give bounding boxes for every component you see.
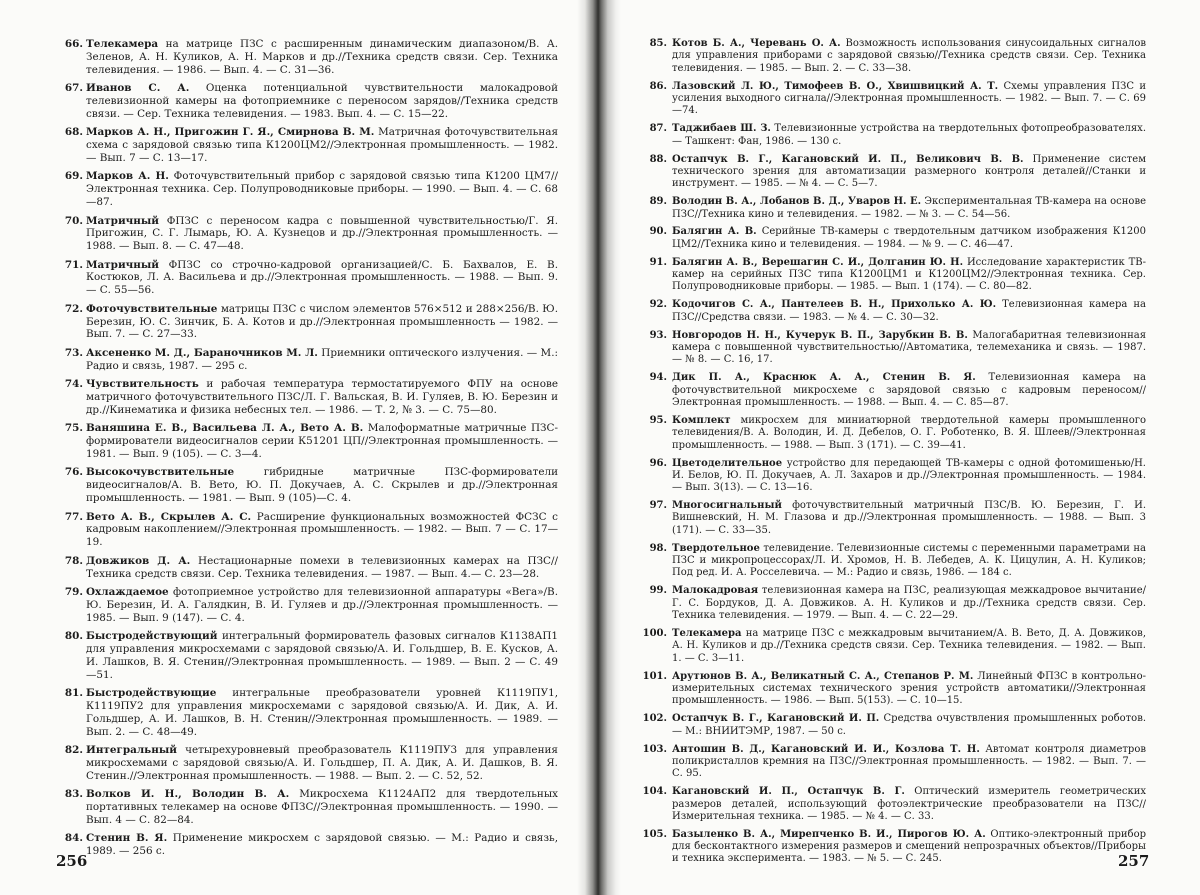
bibliography-entry [634, 38, 1146, 75]
entry-text: Телевизионная камера на ПЗС//Средства связи. — 1983. — № 4. — С. 30—32. [672, 299, 1146, 323]
entry-text: Матричная фоточувствительная схема с зарядовой связью типа К1200ЦМ2//Электронная промышленность. — 1982. — Вып. 7 — С. 13—17. [86, 126, 558, 164]
entry-text: интегральный формирователь фазовых сигналов К1138АП1 для управления микросхемами с зарядовой связью/А. И. Гольдшер, В. Е. Кусков, А. И. Лашков, В. Я. Стенин//Электронная промышленность. — 1989. — Вып. 2 — С. 49—51. [86, 630, 558, 681]
entry-number: 91. [649, 256, 667, 268]
bibliography-entry [634, 330, 1146, 367]
entry-number: 77. [64, 510, 83, 523]
entry-authors: Володин В. А., Лобанов В. Д., Уваров Н. Е. [672, 196, 922, 208]
entry-number: 74. [64, 378, 83, 391]
entry-number: 80. [64, 630, 83, 643]
entry-authors: Остапчук В. Г., Кагановский И. П. [672, 713, 880, 725]
entry-authors: Дик П. А., Краснюк А. А., Стенин В. Я. [672, 372, 976, 384]
entry-text: Расширение функциональных возможностей ФСЗС с кадровым накоплением//Электронная промышленность. — 1982. — Вып. 7 — С. 17—19. [86, 510, 558, 549]
entry-text: Оценка потенциальной чувствительности малокадровой телевизионной камеры на фотоприемнике с переносом зарядов//Техника средств связи. — Сер. Техника телевидения. — 1983. Вып. 4. — С. 15—22. [86, 82, 558, 120]
bibliography-entry [634, 585, 1146, 622]
entry-text: Применение микросхем с зарядовой связью. — М.: Радио и связь, 1989. — 256 с. [86, 832, 558, 858]
book-gutter [577, 0, 621, 895]
entry-number: 92. [649, 299, 667, 311]
bibliography-entry [634, 543, 1146, 580]
entry-number: 70. [64, 214, 83, 227]
entry-text: интегральные преобразователи уровней К1119ПУ1, К1119ПУ2 для управления микросхемами с зарядовой связью/А. И. Дик, А. И. Гольдшер, А. И. Лашков, В. Н. Стенин//Электронная промышленность. — 1989. — Вып. 2. — С. 48—49. [86, 687, 558, 738]
entry-authors: Волков И. Н., Володин В. А. [86, 788, 290, 801]
entry-number: 100. [642, 628, 667, 639]
entry-authors: Быстродействующие [86, 687, 217, 700]
bibliography-entry [634, 713, 1146, 738]
entry-authors: Арутюнов В. А., Великатный С. А., Степанов Р. М. [672, 670, 974, 682]
bibliography-entry [634, 458, 1146, 495]
entry-text: на матрице ПЗС с межкадровым вычитанием/А. В. Вето, Д. А. Довжиков, А. Н. Куликов и др.//Техника средств связи. Сер. Техника телевидения. — 1982. — Вып. 1. — С. 3—11. [672, 628, 1146, 664]
bibliography-entry [52, 630, 558, 681]
entry-text: Применение систем технического зрения для автоматизации размерного контроля деталей//Станки и инструмент. — 1985. — № 4. — С. 5—7. [672, 153, 1146, 190]
entry-text: матрицы ПЗС с числом элементов 576×512 и 288×256/В. Ю. Березин, Ю. С. Зинчик, Б. А. Котов и др.//Электронная промышленность — 1982. — Вып. 7. — С. 27—33. [86, 302, 558, 341]
entry-authors: Твердотельное [672, 542, 760, 554]
bibliography-entry [52, 466, 558, 505]
entry-number: 78. [64, 554, 83, 567]
bibliography-entry [634, 671, 1146, 708]
entry-number: 85. [649, 38, 667, 49]
bibliography-entry [52, 744, 558, 783]
bibliography-entry [52, 259, 558, 298]
entry-text: Телевизионные устройства на твердотельных фотопреобразователях. — Ташкент: Фан, 1986. — 130 с. [672, 123, 1146, 147]
entry-text: Приемники оптического излучения. — М.: Радио и связь, 1987. — 295 с. [86, 346, 558, 372]
entry-authors: Лазовский Л. Ю., Тимофеев В. О., Хвишвицкий А. Т. [672, 80, 999, 92]
entry-number: 81. [64, 687, 83, 700]
entry-text: фотоприемное устройство для телевизионной аппаратуры «Вега»/В. Ю. Березин, И. А. Галядкин, В. И. Гуляев и др.//Электронная промышленность. — 1985. — Вып. 9 (147). — С. 4. [86, 585, 558, 624]
bibliography-entry [634, 299, 1146, 324]
bibliography-entry [634, 196, 1146, 221]
entry-text: устройство для передающей ТВ-камеры с одной фотомишенью/Н. И. Белов, Ю. П. Докучаев, А. Л. Захаров и др.//Электронная промышленность. — 1984. — Вып. 3(13). — С. 13—16. [672, 457, 1146, 494]
entry-text: фоточувствительный матричный ПЗС/В. Ю. Березин, Г. И. Вишневский, Н. М. Глазова и др.//Электронная промышленность. — 1988. — Вып. 3 (171). — С. 33—35. [672, 500, 1146, 536]
right-page [634, 38, 1146, 868]
bibliography-entry [634, 123, 1146, 148]
entry-number: 67. [64, 82, 83, 95]
entry-authors: Телекамера [86, 38, 159, 50]
bibliography-entry [52, 38, 558, 77]
entry-authors: Вето А. В., Скрылев А. С. [86, 510, 252, 523]
entry-number: 102. [642, 713, 667, 725]
entry-text: Схемы управления ПЗС и усиления выходного сигнала//Электронная промышленность. — 1982. — Вып. 7. — С. 69—74. [672, 80, 1146, 117]
bibliography-entry [634, 786, 1146, 823]
entry-authors: Остапчук В. Г., Кагановский И. П., Великович В. В. [672, 153, 1024, 165]
entry-number: 95. [649, 414, 667, 426]
entry-text: Оптико-электронный прибор для бесконтактного измерения размеров и смещений непрозрачных объектов//Приборы и техника эксперимента. — 1983. — № 5. — С. 245. [672, 828, 1146, 865]
entry-authors: Телекамера [672, 628, 742, 639]
entry-authors: Таджибаев Ш. З. [672, 123, 771, 135]
entry-authors: Антошин В. Д., Кагановский И. И., Козлова Т. Н. [672, 743, 980, 755]
entry-number: 71. [64, 258, 83, 271]
entry-number: 73. [64, 346, 83, 359]
entry-number: 93. [649, 329, 667, 341]
entry-text: Исследование характеристик ТВ-камер на серийных ПЗС типа К1200ЦМ1 и К1200ЦМ2//Электронная техника. Сер. Полупроводниковые приборы. — 1985. — Вып. 1 (174). — С. 80—82. [672, 256, 1146, 293]
bibliography-entry [52, 170, 558, 209]
entry-authors: Цветоделительное [672, 457, 783, 469]
entry-number: 76. [64, 466, 83, 479]
bibliography-entry [634, 829, 1146, 866]
entry-authors: Котов Б. А., Черевань О. А. [672, 38, 841, 49]
entry-text: Автомат контроля диаметров поликристаллов кремния на ПЗС//Электронная промышленность. — 1982. — Вып. 7. — С. 95. [672, 743, 1146, 780]
entry-number: 103. [642, 743, 667, 755]
entry-authors: Новгородов Н. Н., Кучерук В. П., Зарубкин В. В. [672, 329, 968, 341]
entry-authors: Довжиков Д. А. [86, 554, 191, 567]
bibliography-entry [52, 788, 558, 827]
entry-text: Малоформатные матричные ПЗС-формирователи видеосигналов серии К51201 ЦП//Электронная промышленность. — 1981. — Вып. 9 (105). — С. 3—4. [86, 422, 558, 460]
entry-authors: Интегральный [86, 744, 177, 756]
entry-authors: Чувствительность [86, 378, 199, 391]
entry-authors: Балягин А. В., Верешагин С. И., Долганин Ю. Н. [672, 256, 964, 268]
entry-number: 90. [649, 226, 667, 238]
entry-authors: Балягин А. В. [672, 226, 757, 238]
entry-number: 101. [642, 670, 667, 682]
left-page-number: 256 [56, 852, 88, 870]
entry-number: 104. [642, 786, 667, 798]
bibliography-entry [52, 511, 558, 550]
entry-authors: Ваняшина Е. В., Васильева Л. А., Вето А. В. [86, 422, 364, 435]
entry-text: Линейный ФПЗС в контрольно-измерительных системах технического зрения устройств автоматики//Электронная промышленность. — 1986. — Вып. 5(153). — С. 10—15. [672, 670, 1146, 707]
entry-authors: Высокочувствительные [86, 466, 235, 479]
bibliography-entry [52, 347, 558, 373]
entry-number: 79. [64, 585, 83, 598]
entry-authors: Иванов С. А. [86, 82, 190, 95]
entry-authors: Кодочигов С. А., Пантелеев В. Н., Прихолько А. Ю. [672, 299, 997, 311]
entry-text: Телевизионная камера на фоточувствительной микросхеме с зарядовой связью с кадровым переносом//Электронная промышленность. — 1988. — Вып. 4. — С. 85—87. [672, 372, 1147, 408]
entry-number: 94. [649, 372, 667, 384]
bibliography-entry [634, 500, 1146, 537]
entry-text: Микросхема К1124АП2 для твердотельных портативных телекамер на основе ФПЗС//Электронная промышленность. — 1990. — Вып. 4 — С. 82—84. [86, 788, 558, 826]
entry-text: на матрице ПЗС с расширенным динамическим диапазоном/В. А. Зеленов, А. Н. Куликов, А. Н. Марков и др.//Техника средств связи. Сер. Техника телевидения. — 1986. — Вып. 4. — С. 31—36. [86, 38, 558, 76]
entry-text: Оптический измеритель геометрических размеров деталей, использующий фотоэлектрические преобразователи на ПЗС//Измерительная техника. — 1985. — № 4. — С. 33. [672, 786, 1146, 822]
entry-text: Возможность использования синусоидальных сигналов для управления приборами с зарядовой связью//Техника средств связи. Сер. Техника телевидения. — 1985. — Вып. 2. — С. 33—38. [672, 38, 1146, 74]
bibliography-entry [52, 303, 558, 342]
bibliography-entry [634, 415, 1146, 452]
entry-text: Средства очувствления промышленных роботов. — М.: ВНИИТЭМР, 1987. — 50 с. [672, 713, 1146, 737]
entry-text: четырехуровневый преобразователь К1119ПУ3 для управления микросхемами с зарядовой связью/А. И. Гольдшер, П. А. Дик, А. И. Дашков, В. Я. Стенин.//Электронная промышленность. — 1988. — Вып. 2. — С. 52, 52. [86, 744, 558, 782]
entry-text: Фоточувствительный прибор с зарядовой связью типа К1200 ЦМ7//Электронная техника. Сер. Полупроводниковые приборы. — 1990. — Вып. 4. — С. 68—87. [86, 170, 558, 209]
entry-number: 82. [64, 744, 83, 756]
entry-number: 83. [64, 788, 83, 801]
entry-authors: Малокадровая [672, 585, 759, 597]
entry-number: 89. [649, 196, 667, 208]
entry-number: 99. [649, 585, 667, 597]
entry-number: 97. [649, 500, 667, 512]
entry-authors: Быстродействующий [86, 630, 218, 643]
entry-authors: Охлаждаемое [86, 585, 169, 598]
bibliography-entry [634, 372, 1146, 409]
entry-text: телевидение. Телевизионные системы с переменными параметрами на ПЗС и микропроцессорах/Л. И. Хромов, Н. В. Лебедев, А. К. Цицулин, А. Н. Куликов; Под ред. И. А. Росселевича. — М.: Радио и связь, 1986. — 184 с. [672, 542, 1146, 579]
entry-text: Экспериментальная ТВ-камера на основе ПЗС//Техника кино и телевидения. — 1982. — № 3. — С. 54—56. [672, 196, 1147, 220]
entry-number: 98. [649, 542, 667, 554]
bibliography-entry [52, 215, 558, 254]
entry-authors: Аксененко М. Д., Бараночников М. Л. [86, 346, 318, 359]
entry-text: телевизионная камера на ПЗС, реализующая межкадровое вычитание/Г. С. Бордуков, Д. А. Довжиков. А. Н. Куликов и др.//Техника средств связи. Сер. Техника телевидения. — 1979. — Вып. 4. — С. 22—29. [672, 585, 1146, 622]
right-page-number: 257 [1118, 852, 1150, 870]
entry-authors: Многосигнальный [672, 500, 782, 512]
entry-number: 69. [64, 170, 83, 183]
bibliography-entry [52, 687, 558, 738]
entry-number: 75. [64, 422, 83, 435]
entry-number: 66. [64, 38, 83, 50]
entry-number: 105. [642, 828, 667, 840]
bibliography-entry [52, 82, 558, 121]
entry-authors: Матричный [86, 214, 159, 227]
bibliography-entry [52, 586, 558, 625]
bibliography-entry [634, 628, 1146, 665]
entry-authors: Марков А. Н. [86, 170, 169, 183]
bibliography-entry [52, 378, 558, 417]
entry-text: и рабочая температура термостатируемого ФПУ на основе матричного фоточувствительного ПЗС/Л. Г. Вальская, В. И. Гуляев, В. Ю. Березин и др.//Кинематика и физика небесных тел. — 1986. — Т. 2, № 3. — С. 75—80. [86, 378, 558, 416]
entry-text: ФПЗС со строчно-кадровой организацией/С. Б. Бахвалов, Е. В. Костюков, Л. А. Васильева и др.//Электронная промышленность. — 1988. — Вып. 9. — С. 55—56. [86, 258, 558, 297]
entry-text: гибридные матричные ПЗС-формирователи видеосигналов/А. В. Вето, Ю. П. Докучаев, А. С. Скрылев и др.//Электронная промышленность. — 1981. — Вып. 9 (105)—С. 4. [86, 466, 558, 505]
entry-number: 88. [649, 153, 667, 165]
bibliography-entry [634, 257, 1146, 294]
entry-number: 84. [64, 832, 83, 845]
entry-authors: Матричный [86, 258, 159, 271]
bibliography-entry [52, 832, 558, 858]
bibliography-entry [634, 81, 1146, 118]
entry-authors: Комплект [672, 414, 731, 426]
bibliography-entry [52, 126, 558, 165]
entry-authors: Фоточувствительные [86, 302, 218, 315]
bibliography-entry [634, 154, 1146, 191]
entry-number: 72. [64, 302, 83, 315]
entry-authors: Стенин В. Я. [86, 832, 168, 845]
entry-number: 87. [649, 123, 667, 135]
entry-number: 68. [64, 126, 83, 139]
entry-authors: Кагановский И. П., Остапчук В. Г. [672, 786, 905, 798]
left-page [52, 38, 558, 868]
bibliography-entry [634, 226, 1146, 251]
bibliography-entry [634, 744, 1146, 781]
bibliography-entry [52, 555, 558, 581]
entry-authors: Марков А. Н., Пригожин Г. Я., Смирнова В. М. [86, 126, 375, 139]
entry-authors: Базыленко В. А., Мирепченко В. И., Пирогов Ю. А. [672, 828, 986, 840]
bibliography-entry [52, 422, 558, 461]
entry-text: Нестационарные помехи в телевизионных камерах на ПЗС//Техника средств связи. Сер. Техника телевидения. — 1987. — Вып. 4.— С. 23—28. [86, 554, 558, 580]
entry-text: ФПЗС с переносом кадра с повышенной чувствительностью/Г. Я. Пригожин, С. Г. Лымарь, Ю. А. Кузнецов и др.//Электронная промышленность. — 1988. — Вып. 8. — С. 47—48. [86, 214, 558, 253]
entry-text: микросхем для миниатюрной твердотельной камеры промышленного телевидения/В. А. Володин, И. Д. Дебелов, О. Г. Роботенко, В. Я. Шлеев//Электронная промышленность. — 1988. — Вып. 3 (171). — С. 39—41. [672, 414, 1146, 451]
entry-text: Малогабаритная телевизионная камера с повышенной чувствительностью//Автоматика, телемеханика и связь. — 1987. — № 8. — С. 16, 17. [672, 329, 1147, 366]
entry-text: Серийные ТВ-камеры с твердотельным датчиком изображения К1200 ЦМ2//Техника кино и телевидения. — 1984. — № 9. — С. 46—47. [672, 226, 1146, 250]
entry-number: 86. [649, 80, 667, 92]
entry-number: 96. [649, 457, 667, 469]
